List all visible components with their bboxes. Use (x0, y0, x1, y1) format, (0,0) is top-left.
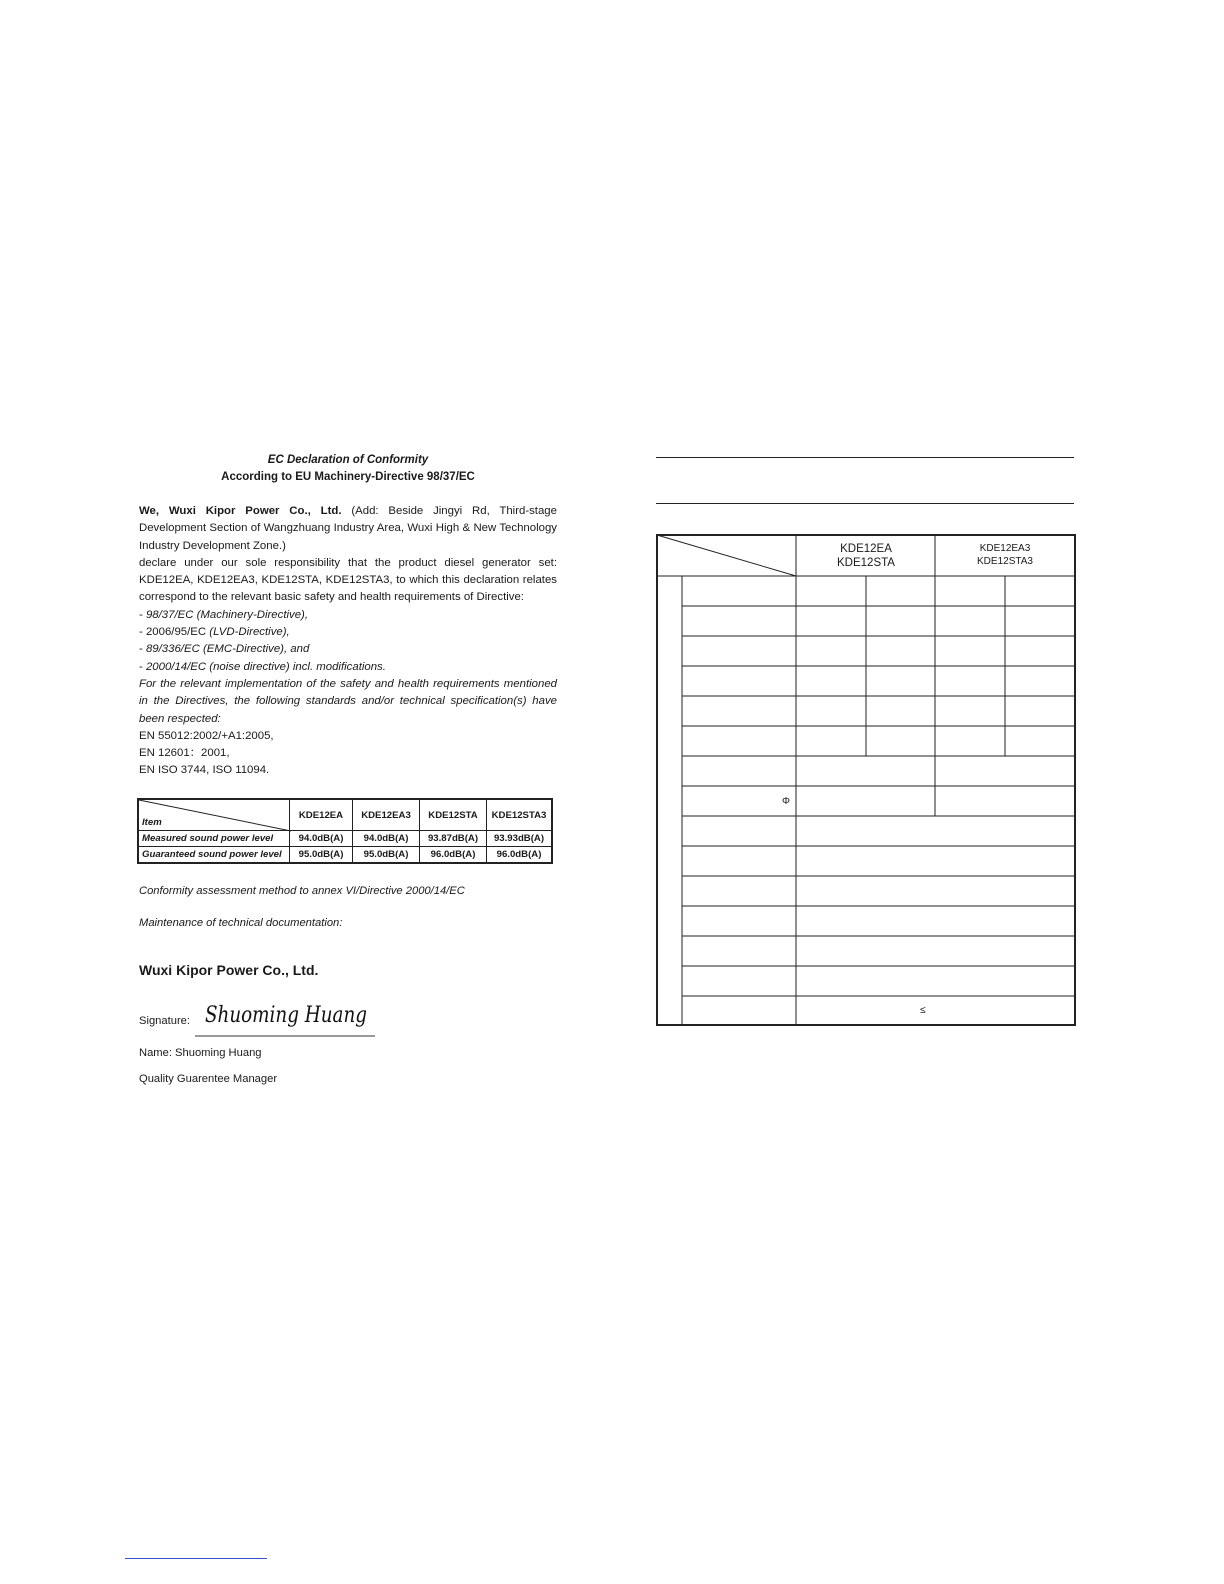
signature-script: Shuoming Huang (205, 1003, 367, 1028)
phase-symbol: Φ (782, 796, 790, 807)
table-cell: 95.0dB(A) (353, 847, 420, 864)
company-intro: We, Wuxi Kipor Power Co., Ltd. (139, 505, 342, 517)
table-cell: 96.0dB(A) (420, 847, 487, 864)
table-row (138, 831, 552, 847)
signatory-name: Name: Shuoming Huang (139, 1047, 262, 1059)
conformity-assessment-text: Conformity assessment method to annex VI/Directive 2000/14/EC (139, 885, 465, 897)
item-header-cell (138, 799, 290, 831)
model-column-header: KDE12EA KDE12STA (837, 543, 895, 569)
column-header: KDE12STA (420, 799, 487, 831)
less-equal-symbol: ≤ (920, 1005, 926, 1016)
spec-table (656, 534, 1078, 1033)
table-cell: 93.87dB(A) (420, 831, 487, 847)
declare-text: declare under our sole responsibility that the product diesel generator set: KDE12EA, KDE12EA3, KDE12STA, KDE12STA3, to which this declaration relates correspond to the relevant basic safety and health requirements of Directive: (139, 556, 557, 604)
table-header-row (138, 799, 552, 831)
company-name: Wuxi Kipor Power Co., Ltd. (139, 962, 319, 978)
spec-table-grid (656, 534, 1078, 1028)
item-label: Item (142, 817, 162, 828)
standard-item: EN ISO 3744, ISO 11094. (139, 764, 270, 777)
directive-item: - 98/37/EC (Machinery-Directive), (139, 608, 309, 621)
footer-link-line (125, 1558, 267, 1559)
signature-image (195, 995, 380, 1040)
sound-power-table (137, 798, 553, 864)
table-row (138, 847, 552, 864)
table-cell: 93.93dB(A) (487, 831, 553, 847)
table-cell: 94.0dB(A) (290, 831, 353, 847)
maintenance-text: Maintenance of technical documentation: (139, 917, 343, 929)
column-header: KDE12EA3 (353, 799, 420, 831)
row-label: Measured sound power level (138, 831, 290, 847)
declaration-title: EC Declaration of Conformity (267, 454, 429, 466)
column-header: KDE12EA (290, 799, 353, 831)
table-cell: 95.0dB(A) (290, 847, 353, 864)
declaration-subtitle: According to EU Machinery-Directive 98/37/EC (221, 471, 475, 483)
column-header: KDE12STA3 (487, 799, 553, 831)
declaration-section (139, 452, 557, 780)
company-address: (Add: Beside Jingyi Rd, Third-stage Development Section of Wangzhuang Industry Area, Wuxi High & New Technology Industry Development Zone.) (139, 505, 557, 552)
directive-item: - 89/336/EC (EMC-Directive), and (139, 643, 310, 656)
row-label: Guaranteed sound power level (138, 847, 290, 864)
header-rule (656, 457, 1074, 458)
directive-item: - 2000/14/EC (noise directive) incl. modifications. (139, 660, 386, 673)
directive-item: - 2006/95/EC (LVD-Directive), (139, 626, 290, 639)
standard-item: EN 12601：2001, (139, 747, 230, 760)
signature-label: Signature: (139, 1015, 190, 1027)
signatory-role: Quality Guarentee Manager (139, 1073, 278, 1085)
standard-item: EN 55012:2002/+A1:2005, (139, 729, 274, 742)
model-column-header: KDE12EA3 KDE12STA3 (977, 543, 1033, 567)
header-rule (656, 503, 1074, 504)
implementation-text: For the relevant implementation of the safety and health requirements mentioned in the Directives, the following standards and/or technical specification(s) have been respected: (139, 677, 557, 725)
declaration-intro (139, 503, 557, 555)
table-cell: 96.0dB(A) (487, 847, 553, 864)
table-cell: 94.0dB(A) (353, 831, 420, 847)
